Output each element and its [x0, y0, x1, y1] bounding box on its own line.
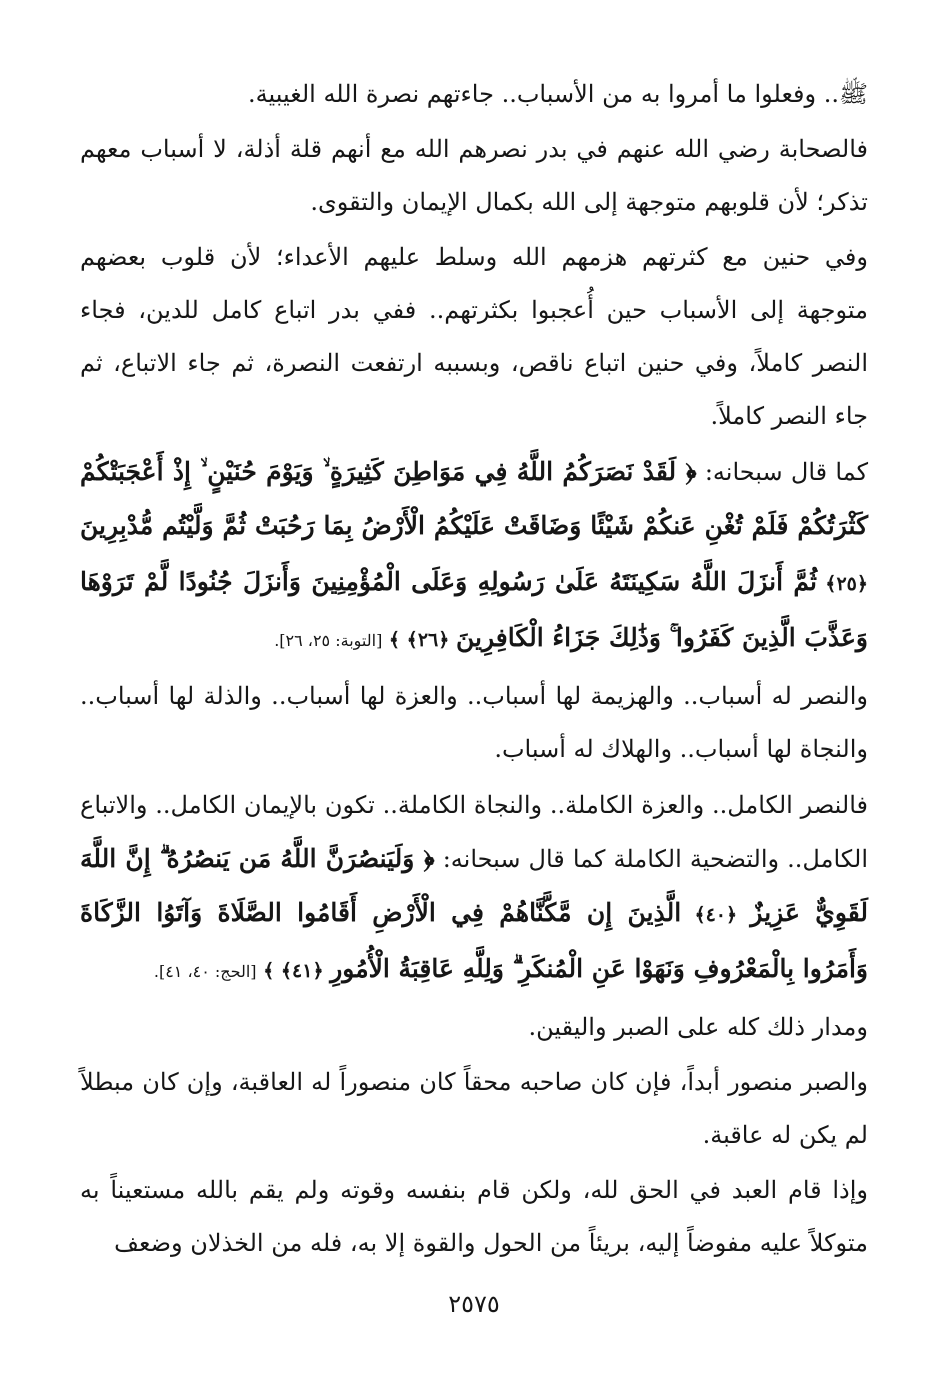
page-body [80, 68, 868, 1272]
surah-citation: [الحج: ٤٠، ٤١]. [153, 962, 257, 981]
paragraph-6-quran [80, 778, 868, 999]
ayah-number-40: ﴿٤٠﴾ [681, 904, 751, 926]
quran-verse-26: ثُمَّ أَنزَلَ اللَّهُ سَكِينَتَهُ عَلَىٰ رَسُولِهِ وَعَلَى الْمُؤْمِنِينَ وَأَنزَلَ جُنُودًا لَّمْ تَرَوْهَا وَعَذَّبَ الَّذِينَ كَفَرُوا ۚ وَذَٰلِكَ جَزَاءُ الْكَافِرِينَ [80, 567, 868, 652]
ayah-number-25: ﴿٢٥﴾ [817, 573, 869, 595]
paragraph-4-quran [80, 445, 868, 668]
paragraph-5: والنصر له أسباب.. والهزيمة لها أسباب.. والعزة لها أسباب.. والذلة لها أسباب.. والنجاة لها أسباب.. والهلاك له أسباب. [80, 682, 868, 763]
quran-verse-25: ﴿ لَقَدْ نَصَرَكُمُ اللَّهُ فِي مَوَاطِنَ كَثِيرَةٍ ۙ وَيَوْمَ حُنَيْنٍ ۙ إِذْ أَعْجَبَتْكُمْ كَثْرَتُكُمْ فَلَمْ تُغْنِ عَنكُمْ شَيْئًا وَضَاقَتْ عَلَيْكُمُ الْأَرْضُ بِمَا رَحُبَتْ ثُمَّ وَلَّيْتُم مُّدْبِرِينَ [80, 457, 868, 540]
paragraph-9: وإذا قام العبد في الحق لله، ولكن قام بنفسه وقوته ولم يقم بالله مستعيناً به متوكلاً عليه مفوضاً إليه، بريئاً من الحول والقوة إلا به، فله من الخذلان وضعف [80, 1176, 868, 1257]
paragraph-1: ﷺ.. وفعلوا ما أمروا به من الأسباب.. جاءتهم نصرة الله الغيبية. [248, 80, 868, 108]
ayah-number-26: ﴿٢٦﴾ ﴾ [382, 629, 456, 651]
ayah-number-41: ﴿٤١﴾ ﴾ [256, 960, 331, 982]
quran-verse-40: ﴿ وَلَيَنصُرَنَّ اللَّهُ مَن يَنصُرُهُ ۗ إِنَّ اللَّهَ لَقَوِيٌّ عَزِيزٌ [80, 844, 868, 927]
paragraph-8: والصبر منصور أبداً، فإن كان صاحبه محقاً كان منصوراً له العاقبة، وإن كان مبطلاً لم يكن له عاقبة. [80, 1068, 869, 1149]
quran-intro: كما قال سبحانه: [696, 458, 869, 486]
quran-intro: فالنصر الكامل.. والعزة الكاملة.. والنجاة الكاملة.. تكون بالإيمان الكامل.. والاتباع الكامل.. والتضحية الكاملة كما قال سبحانه: [80, 791, 868, 873]
quran-verse-41: الَّذِينَ إِن مَّكَّنَّاهُمْ فِي الْأَرْضِ أَقَامُوا الصَّلَاةَ وَآتَوُا الزَّكَاةَ وَأَمَرُوا بِالْمَعْرُوفِ وَنَهَوْا عَنِ الْمُنكَرِ ۗ وَلِلَّهِ عَاقِبَةُ الْأُمُورِ [80, 898, 868, 983]
surah-citation: [التوبة: ٢٥، ٢٦]. [274, 631, 383, 650]
page-number: ٢٥٧٥ [448, 1290, 500, 1318]
paragraph-3: وفي حنين مع كثرتهم هزمهم الله وسلط عليهم الأعداء؛ لأن قلوب بعضهم متوجهة إلى الأسباب حين أُعجبوا بكثرتهم.. ففي بدر اتباع كامل للدين، فجاء النصر كاملاً، وفي حنين اتباع ناقص، وبسببه ارتفعت النصرة، ثم جاء الاتباع، ثم جاء النصر كاملاً. [80, 243, 868, 430]
paragraph-7: ومدار ذلك كله على الصبر واليقين. [528, 1013, 868, 1041]
paragraph-2: فالصحابة رضي الله عنهم في بدر نصرهم الله مع أنهم قلة أذلة، لا أسباب معهم تذكر؛ لأن قلوبهم متوجهة إلى الله بكمال الإيمان والتقوى. [80, 135, 868, 216]
